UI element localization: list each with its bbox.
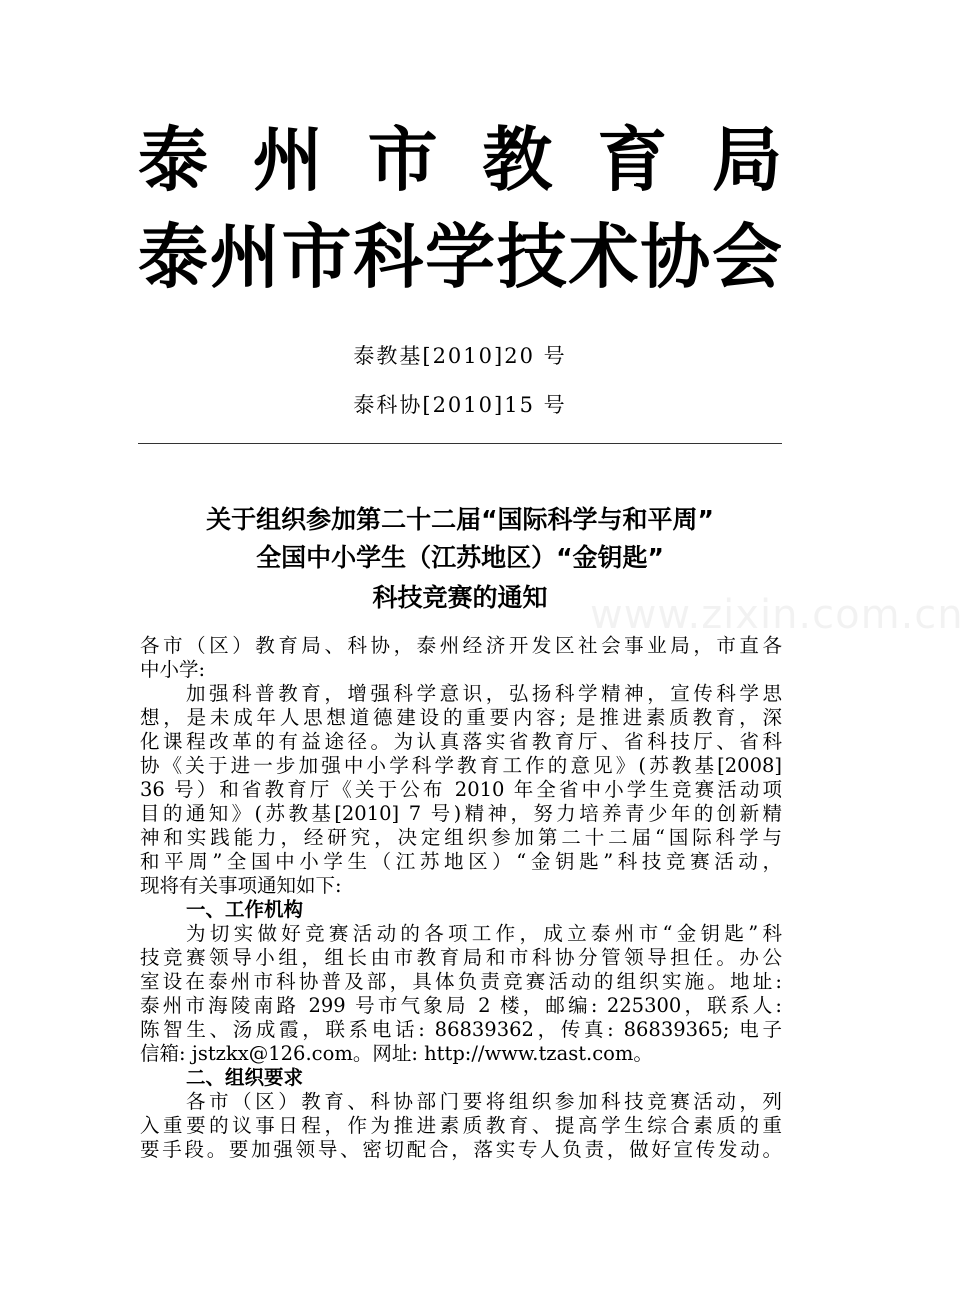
- header-divider: [138, 443, 782, 444]
- issuer-char: 泰: [138, 119, 208, 201]
- body-line: 各市（区）教育、科协部门要将组织参加科技竞赛活动，列: [186, 1090, 782, 1113]
- body-line: 信箱: jstzkx@126.com。网址: http://www.tzast.com。: [140, 1042, 653, 1065]
- document-number-science: 泰科协[2010]15 号: [353, 393, 567, 417]
- body-line: 中小学:: [140, 658, 206, 681]
- body-line: 入重要的议事日程，作为推进素质教育、提高学生综合素质的重: [140, 1114, 782, 1137]
- issuer-char: 学: [425, 216, 495, 298]
- body-line: 协《关于进一步加强中小学科学教育工作的意见》(苏教基[2008]: [140, 754, 782, 777]
- body-line: 各市（区）教育局、科协，泰州经济开发区社会事业局，市直各: [140, 634, 782, 657]
- body-line: 陈智生、汤成霞，联系电话: 86839362，传真: 86839365; 电子: [140, 1018, 782, 1041]
- notice-title-line: 全国中小学生（江苏地区）“金钥匙”: [256, 543, 664, 572]
- body-line: 目的通知》(苏教基[2010] 7 号)精神，努力培养青少年的创新精: [140, 802, 782, 825]
- issuer-name-science-association: [138, 217, 782, 297]
- body-line: 和平周”全国中小学生（江苏地区）“金钥匙”科技竞赛活动，: [140, 850, 782, 873]
- issuer-char: 州: [252, 119, 323, 201]
- issuer-char: 育: [597, 119, 668, 201]
- notice-title-line: 科技竞赛的通知: [372, 583, 548, 612]
- body-line: 化课程改革的有益途径。为认真落实省教育厅、省科技厅、省科: [140, 730, 782, 753]
- body-line: 为切实做好竞赛活动的各项工作，成立泰州市“金钥匙”科: [186, 922, 782, 945]
- issuer-char: 技: [496, 216, 567, 298]
- body-line: 泰州市海陵南路 299 号市气象局 2 楼，邮编: 225300，联系人:: [140, 994, 782, 1017]
- issuer-char: 术: [568, 216, 639, 298]
- issuer-char: 州: [209, 216, 280, 298]
- body-line: 室设在泰州市科协普及部，具体负责竞赛活动的组织实施。地址:: [140, 970, 782, 993]
- issuer-char: 市: [281, 216, 352, 298]
- body-line: 想，是未成年人思想道德建设的重要内容; 是推进素质教育，深: [140, 706, 782, 729]
- notice-body: [140, 634, 782, 1162]
- issuer-char: 局: [711, 119, 782, 201]
- issuer-char: 泰: [138, 216, 208, 298]
- issuer-char: 协: [640, 216, 711, 298]
- body-line: 加强科普教育，增强科学意识，弘扬科学精神，宣传科学思: [186, 682, 782, 705]
- issuer-char: 会: [712, 216, 782, 298]
- notice-title-line: 关于组织参加第二十二届“国际科学与和平周”: [206, 505, 714, 534]
- issuer-char: 教: [482, 119, 553, 201]
- section-heading-work-organization: 一、工作机构: [186, 898, 304, 921]
- issuer-char: 市: [367, 119, 438, 201]
- body-line: 36 号）和省教育厅《关于公布 2010 年全省中小学生竞赛活动项: [140, 778, 782, 801]
- issuer-char: 科: [353, 216, 424, 298]
- watermark: www.zixin.com.cn: [590, 592, 964, 638]
- body-line: 要手段。要加强领导、密切配合，落实专人负责，做好宣传发动。: [140, 1138, 782, 1161]
- issuer-name-education-bureau: [138, 120, 782, 200]
- body-line: 神和实践能力，经研究，决定组织参加第二十二届“国际科学与: [140, 826, 782, 849]
- document-number-education: 泰教基[2010]20 号: [353, 344, 567, 368]
- section-heading-organization-requirements: 二、组织要求: [186, 1066, 304, 1089]
- body-line: 现将有关事项通知如下:: [140, 874, 342, 897]
- body-line: 技竞赛领导小组，组长由市教育局和市科协分管领导担任。办公: [140, 946, 782, 969]
